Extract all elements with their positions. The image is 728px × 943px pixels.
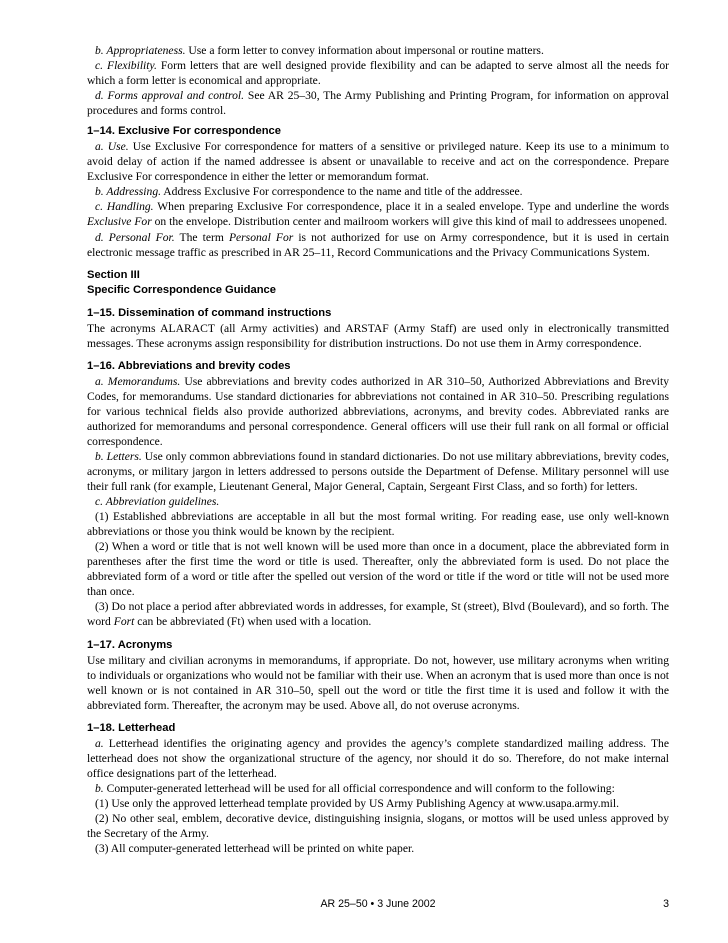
paragraph-forms-approval bbox=[87, 88, 669, 118]
paragraph-text: is not authorized for use on Army correspondence, but it is used in certain electronic message traffic as prescribed in AR 25–11, Record Communications and the Privacy Communications System. bbox=[87, 230, 670, 259]
paragraph-exclusive-addressing bbox=[87, 184, 669, 199]
paragraph-text: Computer-generated letterhead will be used for all official correspondence and will conform to the following: bbox=[103, 781, 615, 795]
paragraph-dissemination: The acronyms ALARACT (all Army activities) and ARSTAF (Army Staff) are used only in electronically transmitted messages. These acronyms assign responsibility for distribution instructions. Do not use them in Army correspondence. bbox=[87, 321, 669, 350]
subparagraph-label: d. Personal For. bbox=[95, 230, 175, 244]
paragraph-memorandums bbox=[87, 374, 669, 449]
heading-1-14: 1–14. Exclusive For correspondence bbox=[87, 125, 282, 138]
paragraph-letters bbox=[87, 449, 669, 494]
paragraph-text: Use a form letter to convey information about impersonal or routine matters. bbox=[185, 44, 544, 57]
emphasis-text: Exclusive For bbox=[87, 215, 152, 229]
paragraph-exclusive-handling bbox=[87, 199, 669, 229]
paragraph-text: Use abbreviations and brevity codes authorized in AR 310–50, Authorized Abbreviations and Brevity Codes, for memorandums. Use standard dictionaries for abbreviations not contained in AR 310–50. Prescribing regulations for various technical fields also provide authorized abbreviations, acronyms, and brevity codes. Abbreviated ranks are authorized for memorandums and personal correspondence. General officers will use their full rank on all formal or official correspondence. bbox=[87, 374, 669, 448]
heading-1-15: 1–15. Dissemination of command instructions bbox=[87, 306, 332, 319]
paragraph-text: Letterhead identifies the originating agency and provides the agency’s complete standardized mailing address. The letterhead does not show the organizational structure of the agency, nor should it do so. Therefore, do not make internal office designations part of the letterhead. bbox=[87, 736, 669, 780]
emphasis-text: Personal For bbox=[228, 230, 294, 244]
paragraph-guideline-1: (1) Established abbreviations are acceptable in all but the most formal writing. For reading ease, use only well-known abbreviations or those you think would be known by the recipient. bbox=[87, 510, 669, 539]
paragraph-letterhead-3: (3) All computer-generated letterhead will be printed on white paper. bbox=[95, 842, 415, 856]
paragraph-appropriateness bbox=[87, 43, 669, 58]
paragraph-text: When preparing Exclusive For correspondence, place it in a sealed envelope. Type and underline the words bbox=[153, 200, 670, 214]
section-title: Specific Correspondence Guidance bbox=[87, 283, 276, 296]
subparagraph-label: c. Abbreviation guidelines. bbox=[95, 495, 220, 509]
paragraph-text: The term bbox=[174, 230, 229, 244]
subparagraph-label: a. bbox=[95, 736, 104, 750]
page-number: 3 bbox=[663, 898, 669, 910]
paragraph-text: on the envelope. Distribution center and mailroom workers will give this kind of mail to addressees unopened. bbox=[151, 215, 668, 229]
paragraph-letterhead-b bbox=[87, 781, 669, 796]
paragraph-text: Form letters that are well designed provide flexibility and can be adapted to serve almost all the needs for which a form letter is economical and appropriate. bbox=[87, 59, 669, 88]
subparagraph-label: d. Forms approval and control. bbox=[95, 89, 245, 103]
paragraph-text: See AR 25–30, The Army Publishing and Printing Program, for information on approval procedures and forms control. bbox=[87, 89, 669, 118]
subparagraph-label: a. Use. bbox=[95, 140, 129, 154]
subparagraph-label: b. bbox=[95, 781, 104, 795]
paragraph-exclusive-use bbox=[87, 139, 669, 184]
page-content bbox=[87, 43, 669, 856]
heading-1-16: 1–16. Abbreviations and brevity codes bbox=[87, 359, 291, 372]
subparagraph-label: a. Memorandums. bbox=[95, 374, 181, 388]
footer-publication: AR 25–50 • 3 June 2002 bbox=[320, 898, 436, 910]
paragraph-text: Address Exclusive For correspondence to the name and title of the addressee. bbox=[161, 185, 523, 199]
subparagraph-label: c. Handling. bbox=[95, 200, 154, 214]
paragraph-personal-for bbox=[87, 230, 669, 260]
paragraph-letterhead-a bbox=[87, 736, 669, 781]
heading-1-18: 1–18. Letterhead bbox=[87, 721, 176, 734]
paragraph-guideline-3 bbox=[87, 599, 669, 629]
paragraph-abbreviation-guidelines bbox=[87, 494, 669, 509]
paragraph-letterhead-2: (2) No other seal, emblem, decorative device, distinguishing insignia, slogans, or mottos will be used unless approved by the Secretary of the Army. bbox=[87, 811, 669, 840]
paragraph-text: (3) Do not place a period after abbreviated words in addresses, for example, St (street), Blvd (Boulevard), and so forth. The word bbox=[87, 600, 669, 629]
subparagraph-label: b. Addressing. bbox=[95, 185, 162, 199]
paragraph-flexibility bbox=[87, 58, 669, 88]
paragraph-guideline-2: (2) When a word or title that is not well known will be used more than once in a document, place the abbreviated form in parentheses after the first time the word or title is used. Thereafter, only the abbreviated form is used. Do not place the abbreviated form of a word or title after the spelled out version of the word or title if the word or title will not be used more than once. bbox=[87, 540, 669, 599]
heading-1-17: 1–17. Acronyms bbox=[87, 638, 173, 651]
paragraph-text: Use only common abbreviations found in standard dictionaries. Do not use military abbreviations, brevity codes, acronyms, or military jargon in letters addressed to persons outside the Department of Defense. Military personnel will use their full rank (for example, Lieutenant General, Major General, Captain, Sergeant First Class, and so forth) for letters. bbox=[87, 449, 669, 494]
subparagraph-label: c. Flexibility. bbox=[95, 59, 157, 73]
paragraph-text: can be abbreviated (Ft) when used with a location. bbox=[134, 615, 372, 629]
paragraph-text: Use Exclusive For correspondence for matters of a sensitive or privileged nature. Keep its use to a minimum to avoid delay of action if the named addressee is absent or unavailable to receive and act on the correspondence. Prepare Exclusive For correspondence in either the letter or memorandum format. bbox=[87, 140, 669, 184]
emphasis-text: Fort bbox=[113, 615, 135, 629]
subparagraph-label: b. Appropriateness. bbox=[95, 44, 186, 57]
section-number: Section III bbox=[87, 268, 140, 281]
subparagraph-label: b. Letters. bbox=[95, 449, 142, 463]
paragraph-acronyms: Use military and civilian acronyms in memorandums, if appropriate. Do not, however, use military acronyms when writing to individuals or organizations who would not be familiar with their use. When an acronym that is used more than once is not well known or is not contained in AR 310–50, spell out the word or title the first time it is used and follow it with the abbreviated form. Thereafter, the acronym may be used. Above all, do not overuse acronyms. bbox=[87, 653, 669, 712]
paragraph-letterhead-1: (1) Use only the approved letterhead template provided by US Army Publishing Agency at www.usapa.army.mil. bbox=[95, 796, 619, 810]
page-footer bbox=[87, 896, 669, 912]
